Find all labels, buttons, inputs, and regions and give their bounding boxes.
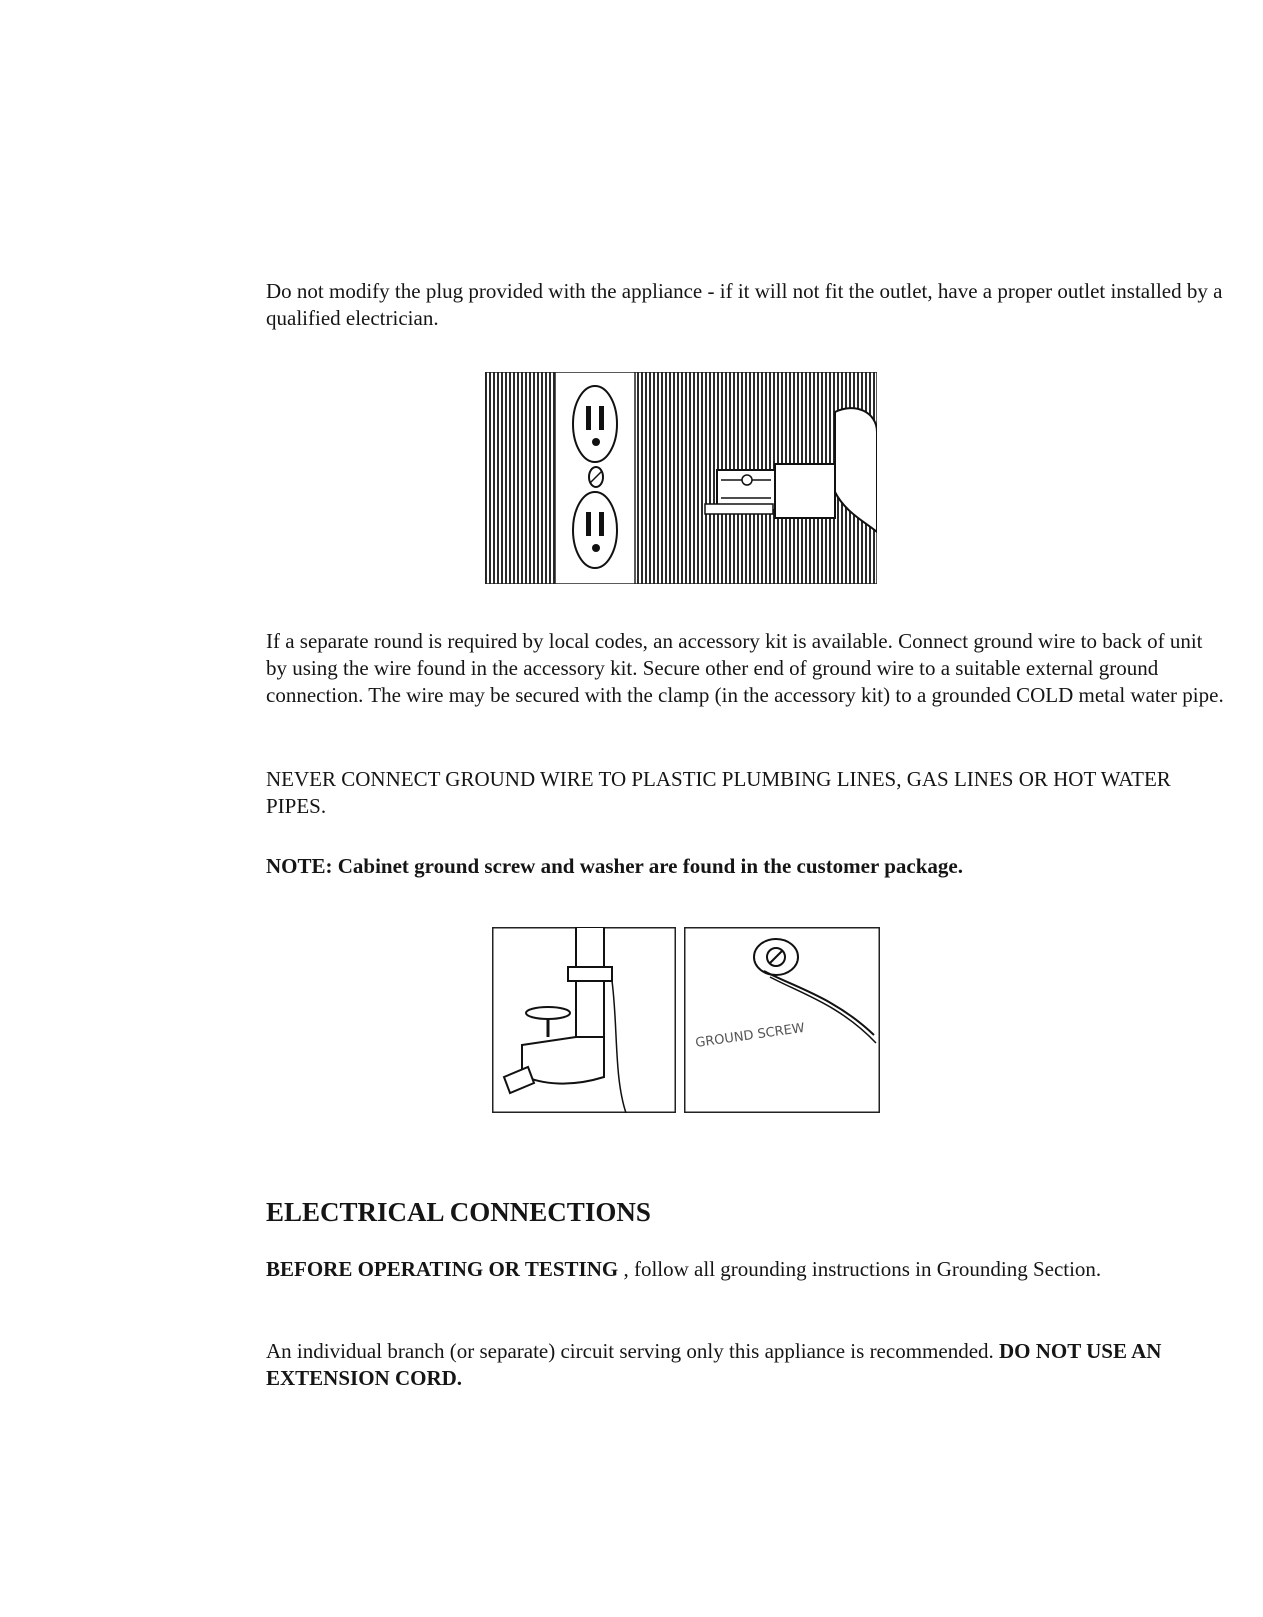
circuit-paragraph [266, 1338, 1226, 1392]
warning-paragraph: NEVER CONNECT GROUND WIRE TO PLASTIC PLUMBING LINES, GAS LINES OR HOT WATER PIPES. [266, 767, 1171, 818]
section-heading: ELECTRICAL CONNECTIONS [266, 1197, 651, 1227]
ground-screw-illustration [684, 927, 880, 1113]
ground-paragraph: If a separate round is required by local codes, an accessory kit is available. Connect ground wire to back of unit by using the wire found in the accessory kit. Secure other end of ground wire to a suitable external ground connection. The wire may be secured with the clamp (in the accessory kit) to a grounded COLD metal water pipe. [266, 629, 1224, 707]
water-pipe-clamp-illustration [492, 927, 676, 1113]
circuit-text: An individual branch (or separate) circuit serving only this appliance is recommended. [266, 1339, 1000, 1363]
plug-paragraph: Do not modify the plug provided with the appliance - if it will not fit the outlet, have a proper outlet installed by a qualified electrician. [266, 279, 1223, 330]
outlet-plug-illustration [485, 372, 877, 584]
before-operating-paragraph [266, 1256, 1226, 1283]
ground-screw-label: GROUND SCREW [694, 1020, 806, 1051]
before-operating-text: , follow all grounding instructions in Grounding Section. [618, 1257, 1102, 1281]
before-operating-bold: BEFORE OPERATING OR TESTING [266, 1257, 619, 1281]
extension-cord-warning: DO NOT USE AN EXTENSION CORD. [266, 1339, 1162, 1390]
note-paragraph: NOTE: Cabinet ground screw and washer are found in the customer package. [266, 854, 963, 878]
